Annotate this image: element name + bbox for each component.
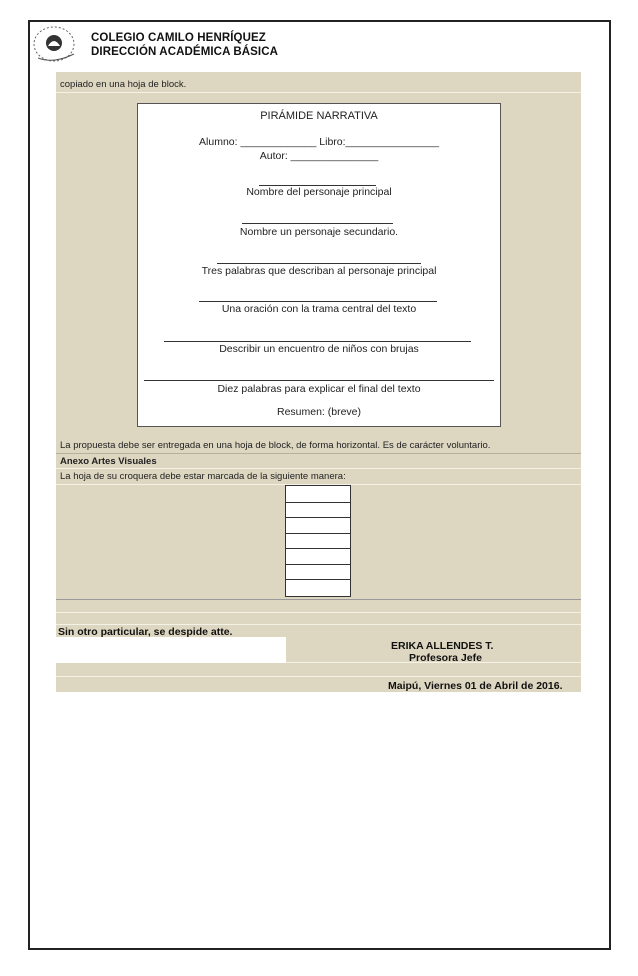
proposal-note: La propuesta debe ser entregada en una hoja de block, de forma horizontal. Es de carácter voluntario. [60,440,491,451]
pyramid-line-4: Una oración con la trama central del texto [221,303,417,315]
pyramid-line-1: Nombre del personaje principal [246,186,392,198]
croquera-grid [285,485,351,597]
annex-title: Anexo Artes Visuales [60,456,157,467]
closing-blank-cell [56,637,286,663]
school-logo [30,24,82,64]
autor-line: Autor: _______________ [259,150,379,162]
pyramid-line-3: Tres palabras que describan al personaje principal [201,265,437,277]
alumno-libro-line: Alumno: _____________ Libro:________________ [199,136,439,148]
department-name: DIRECCIÓN ACADÉMICA BÁSICA [91,46,279,58]
pyramid-line-6: Diez palabras para explicar el final del texto [217,383,421,395]
place-date: Maipú, Viernes 01 de Abril de 2016. [388,680,563,692]
narrative-pyramid [137,103,501,427]
teacher-role: Profesora Jefe [409,652,482,664]
top-note: copiado en una hoja de block. [60,79,187,90]
school-name: COLEGIO CAMILO HENRÍQUEZ [91,32,266,44]
annex-text: La hoja de su croquera debe estar marcada de la siguiente manera: [60,471,346,482]
farewell-text: Sin otro particular, se despide atte. [58,626,233,638]
pyramid-line-7: Resumen: (breve) [276,406,362,418]
pyramid-line-2: Nombre un personaje secundario. [239,226,399,238]
pyramid-line-5: Describir un encuentro de niños con brujas [219,343,419,355]
teacher-name: ERIKA ALLENDES T. [391,640,494,652]
pyramid-title: PIRÁMIDE NARRATIVA [260,110,378,122]
